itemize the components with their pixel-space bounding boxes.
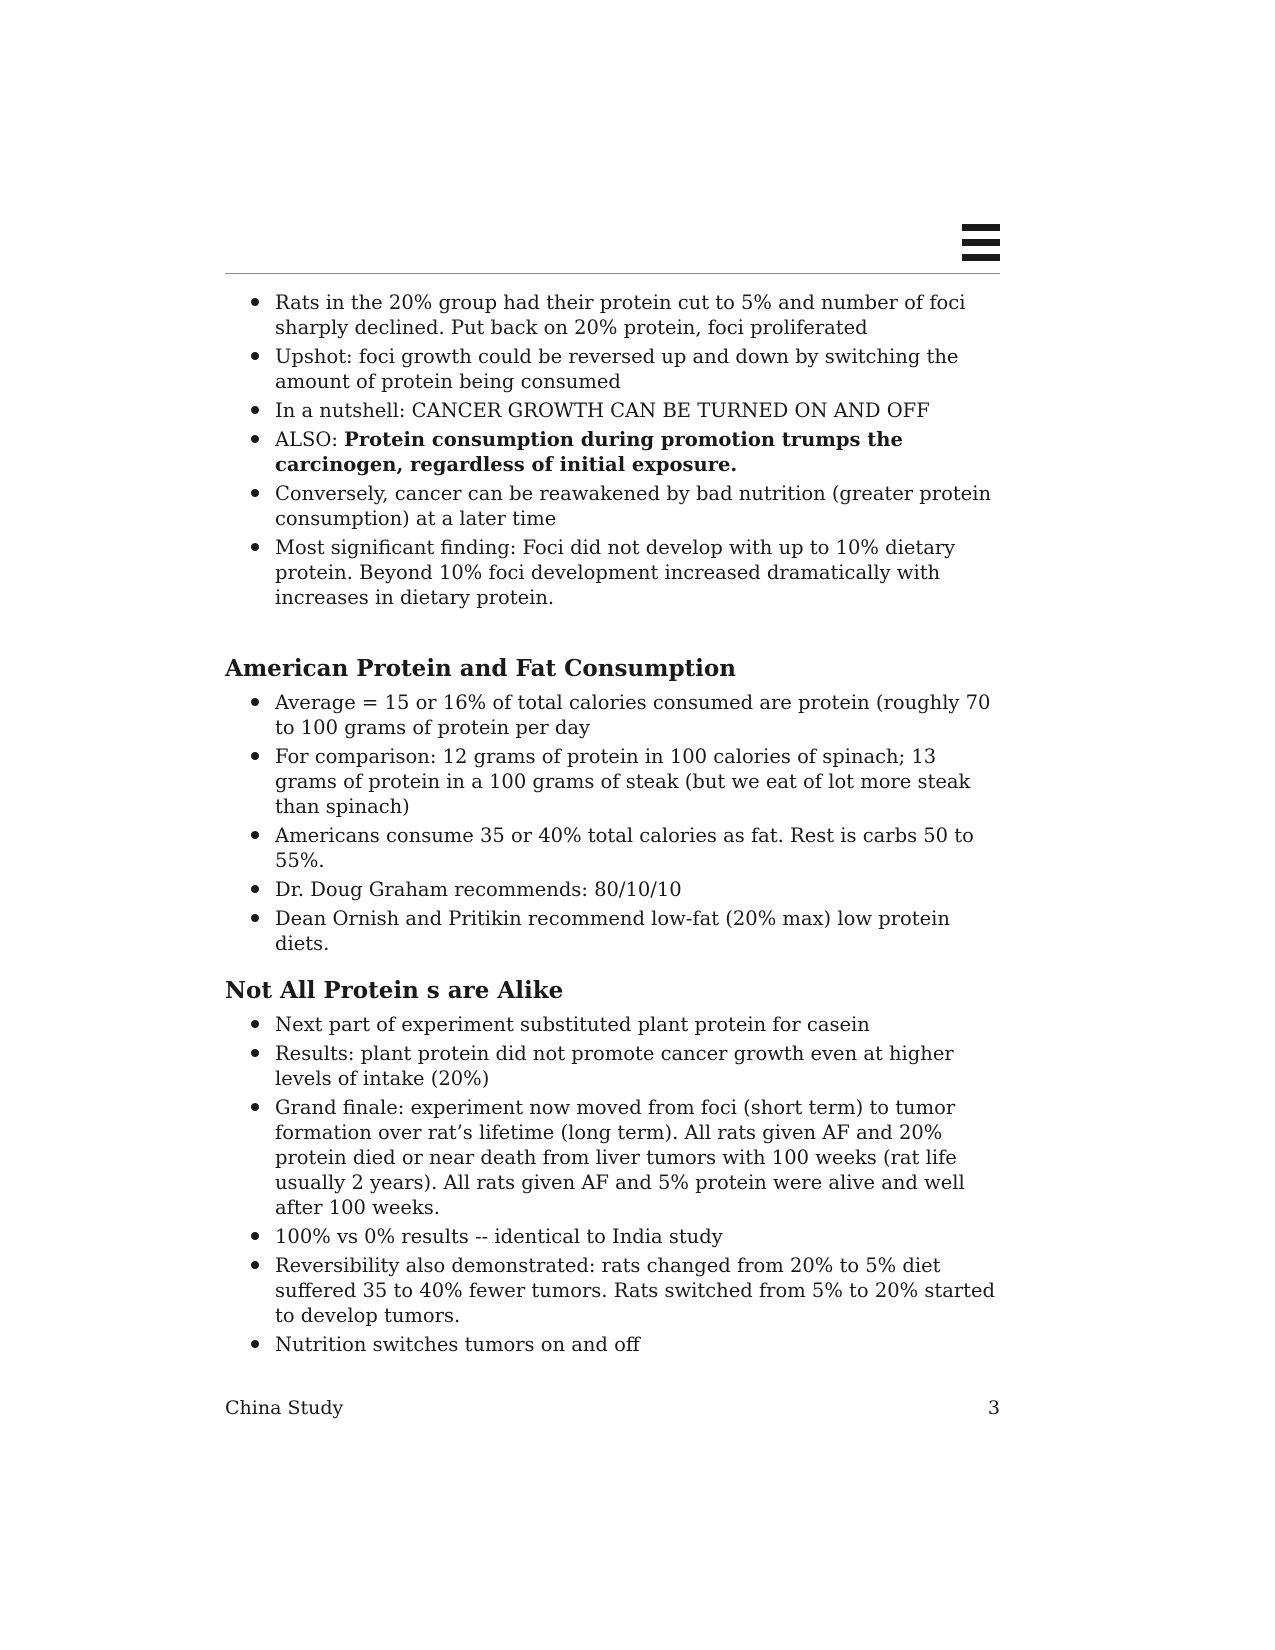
list-item: Conversely, cancer can be reawakened by bad nutrition (greater protein consumption) at a later time bbox=[225, 481, 1000, 531]
list-item-prefix: ALSO: bbox=[275, 428, 345, 451]
list-item: Reversibility also demonstrated: rats changed from 20% to 5% diet suffered 35 to 40% fewer tumors. Rats switched from 5% to 20% started to develop tumors. bbox=[225, 1253, 1000, 1328]
list-item: Nutrition switches tumors on and off bbox=[225, 1332, 1000, 1357]
list-item: In a nutshell: CANCER GROWTH CAN BE TURNED ON AND OFF bbox=[225, 398, 1000, 423]
page-content bbox=[225, 290, 1000, 1361]
header-rule bbox=[225, 273, 1000, 274]
intro-bullet-list bbox=[225, 290, 1000, 610]
list-item: Average = 15 or 16% of total calories consumed are protein (roughly 70 to 100 grams of protein per day bbox=[225, 690, 1000, 740]
list-item: Next part of experiment substituted plant protein for casein bbox=[225, 1012, 1000, 1037]
list-item: For comparison: 12 grams of protein in 100 calories of spinach; 13 grams of protein in a 100 grams of steak (but we eat of lot more steak than spinach) bbox=[225, 744, 1000, 819]
page-number: 3 bbox=[987, 1397, 1000, 1419]
menu-bar bbox=[962, 224, 1000, 231]
list-item: Results: plant protein did not promote cancer growth even at higher levels of intake (20%) bbox=[225, 1041, 1000, 1091]
list-item: Grand finale: experiment now moved from foci (short term) to tumor formation over rat’s lifetime (long term). All rats given AF and 20% protein died or near death from liver tumors with 100 weeks (rat life usually 2 years). All rats given AF and 5% protein were alive and well after 100 weeks. bbox=[225, 1095, 1000, 1220]
section2-bullet-list bbox=[225, 1012, 1000, 1357]
list-item: Americans consume 35 or 40% total calories as fat. Rest is carbs 50 to 55%. bbox=[225, 823, 1000, 873]
section-heading: American Protein and Fat Consumption bbox=[225, 655, 736, 682]
list-item-bold: Protein consumption during promotion trumps the carcinogen, regardless of initial exposure. bbox=[275, 428, 903, 476]
footer-title: China Study bbox=[225, 1397, 344, 1419]
menu-bar bbox=[962, 254, 1000, 261]
section-heading: Not All Protein s are Alike bbox=[225, 977, 564, 1004]
list-item bbox=[225, 427, 1000, 477]
list-item: Dean Ornish and Pritikin recommend low-fat (20% max) low protein diets. bbox=[225, 906, 1000, 956]
list-item: 100% vs 0% results -- identical to India study bbox=[225, 1224, 1000, 1249]
list-item: Upshot: foci growth could be reversed up and down by switching the amount of protein being consumed bbox=[225, 344, 1000, 394]
hamburger-menu-icon bbox=[962, 224, 1000, 262]
section1-bullet-list bbox=[225, 690, 1000, 956]
list-item: Dr. Doug Graham recommends: 80/10/10 bbox=[225, 877, 1000, 902]
menu-bar bbox=[962, 239, 1000, 246]
list-item: Rats in the 20% group had their protein cut to 5% and number of foci sharply declined. Put back on 20% protein, foci proliferated bbox=[225, 290, 1000, 340]
list-item: Most significant finding: Foci did not develop with up to 10% dietary protein. Beyond 10% foci development increased dramatically with increases in dietary protein. bbox=[225, 535, 1000, 610]
